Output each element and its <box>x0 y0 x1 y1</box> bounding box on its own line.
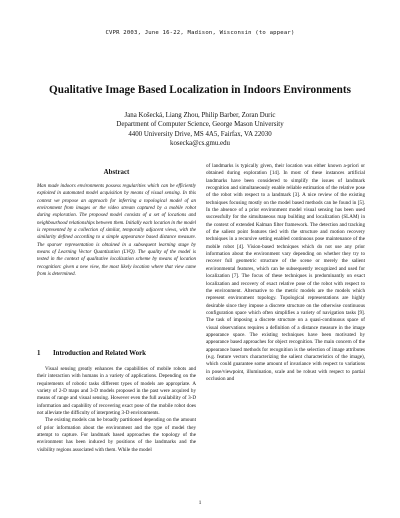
intro-text <box>37 366 196 454</box>
affiliation: Department of Computer Science, George Mason University <box>116 121 284 129</box>
right-column <box>206 163 365 383</box>
author-block <box>60 111 340 149</box>
author-names: Jana Košecká, Liang Zhou, Philip Barber, Zoran Duric <box>124 112 276 119</box>
intro-paragraph-1: Visual sensing greatly enhances the capabilities of mobile robots and their interaction with humans in a variety of applications. Depending on the requirements of robotic tasks different types of models are appropriate. A variety of 2-D maps and 3-D models proposed in the past were acquired by means of range and visual sensing. However even the full availability of 3-D information and capability of recovering exact pose of the mobile robot does not alleviate the difficulty of interpreting 3-D environments. <box>37 366 196 417</box>
section-heading <box>37 350 196 357</box>
section-number: 1 <box>37 350 41 357</box>
address: 4400 University Drive, MS 4A5, Fairfax, VA 22030 <box>128 130 272 138</box>
page-number: 1 <box>198 500 202 506</box>
paper-title: Qualitative Image Based Localization in Indoors Environments <box>49 84 351 96</box>
email: kosecka@cs.gmu.edu <box>170 140 230 148</box>
conference-note: CVPR 2003, June 16-22, Madison, Wisconsin (to appear) <box>105 30 295 36</box>
abstract-heading: Abstract <box>103 169 130 176</box>
abstract-body: Man made indoors environments possess regularities which can be efficiently exploited in automated model acquisition by means of visual sensing. In this context we propose an approach for inferring a topological model of an environment from images or the video stream captured by a mobile robot during exploration. The proposed model consists of a set of locations and neighbourhood relationships between them. Initially each location in the model is represented by a collection of similar, temporally adjacent views, with the similarity defined according to a simple appearance based distance measure. The sparser representation is obtained in a subsequent learning stage by means of Learning Vector Quantization (LVQ). The quality of the model is tested in the context of qualitative localization scheme by means of location recognition: given a new view, the most likely location where that view came from is determined. <box>37 184 196 278</box>
intro-paragraph-2: The existing models can be broadly partitioned depending on the amount of prior information about the environment and the type of model they attempt to capture. For landmark based approaches the topology of the environment has been induced by positions of the landmarks and the visibility regions associated with them. While the model <box>37 417 196 453</box>
section-title: Introduction and Related Work <box>53 350 146 357</box>
right-column-text: of landmarks is typically given, their location was either known a-priori or obtained during exploration [14]. In most of these instances artificial landmarks have been considered to simplify the issues of landmark recognition and simultaneously enable reliable estimation of the relative pose of the robot with respect to a landmark [3]. A nice review of the existing techniques focusing mostly on the model based methods can be found in [5]. In the absence of a prior environment model visual sensing has been used successfully for the simultaneous map building and localization (SLAM) in the context of extended Kalman filter framework. The detection and tracking of the salient point features tied with the structure and motion recovery techniques in a recursive setting enabled continuous pose maintenance of the mobile robot [4]. Vision-based techniques which do not use any prior information about the environment vary depending on whether they try to recover full geometric structure of the scene or merely the salient environmental features, which can be subsequently recognized and used for localization [7]. The focus of these techniques is predominantly on exact localization and recovery of exact relative pose of the robot with respect to the environment. Alternative to the metric models are the models which represent environment topology. Topological representations are highly desirable since they impose a discrete structure on the otherwise continuous configuration space which often simplifies a variety of navigation tasks [9]. The task of imposing a discrete structure on a quasi-continuous space of visual observations requires a definition of a distance measure in the image appearance space. The existing techniques have been motivated by appearance based approaches for object recognition. The main concern of the appearance based methods for recognition is the selection of image attributes (e.g. feature vectors characterizing the salient characteristics of the image), which could guarantee some amount of invariance with respect to variations in pose/viewpoint, illumination, scale and be robust with respect to partial occlusion and <box>206 163 365 382</box>
